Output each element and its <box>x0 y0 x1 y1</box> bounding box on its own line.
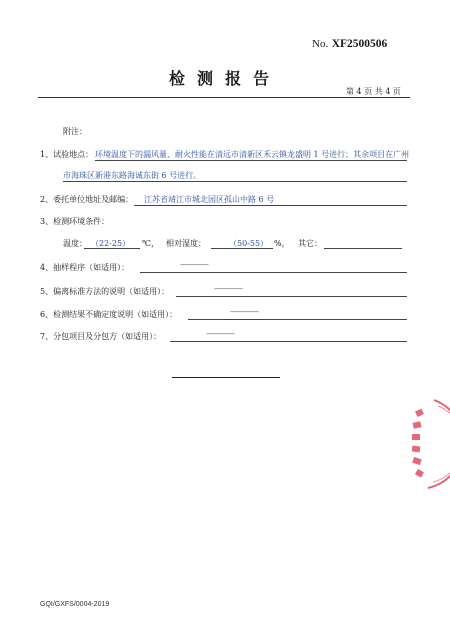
item6-value: ———— <box>230 307 258 316</box>
end-of-content-rule <box>172 377 280 378</box>
item7-label: 7、分包项目及分包方（如适用）： <box>40 332 162 341</box>
item7-underline <box>170 341 407 342</box>
item7-value: ———— <box>206 329 234 338</box>
other-label: 其它： <box>298 239 322 248</box>
temperature-unit: ℃， <box>142 239 159 248</box>
report-number-prefix: No. <box>312 38 329 50</box>
humidity-unit: %， <box>274 239 290 248</box>
item5-underline <box>176 296 407 297</box>
humidity-underline <box>211 248 273 249</box>
header-rule <box>38 97 410 98</box>
item3-label: 3、检测环境条件： <box>40 217 110 226</box>
item6-label: 6、检测结果不确定度说明（如适用）： <box>40 310 178 319</box>
item5-value: ———— <box>214 284 242 293</box>
item4-label: 4、抽样程序（如适用）： <box>40 263 130 272</box>
page-indicator: 第 4 页 共 4 页 <box>346 87 401 96</box>
seal-graphic <box>404 396 450 496</box>
footer-document-code: GQI/GXFS/0004-2019 <box>40 601 110 608</box>
temperature-underline <box>84 248 140 249</box>
report-number <box>312 37 387 50</box>
item1-label: 1、试验地点： <box>40 150 94 159</box>
item1-underline1 <box>95 160 407 161</box>
humidity-label: 相对湿度： <box>166 239 206 248</box>
item1-underline2 <box>63 181 407 182</box>
report-number-value: XF2500506 <box>331 38 388 50</box>
item1-line1: 环境温度下的漏风量、耐火性能在清远市清新区禾云镇龙盛明 1 号进行；其余项目在广州 <box>95 150 410 159</box>
temperature-value: （22-25） <box>91 239 131 248</box>
item2-label: 2、委托单位地址及邮编： <box>40 195 134 204</box>
item2-underline <box>134 205 407 206</box>
document-title: 检测报告 <box>168 69 281 88</box>
item4-value: ———— <box>180 260 208 269</box>
attachment-heading: 附注： <box>63 127 87 136</box>
inspection-seal <box>404 396 450 496</box>
item1-line2: 市海珠区新港东路海诚东街 6 号进行。 <box>63 171 202 180</box>
other-underline <box>324 248 402 249</box>
item2-value: 江苏省靖江市城北园区孤山中路 6 号 <box>144 195 275 204</box>
item4-underline <box>140 272 407 273</box>
humidity-value: （50-55） <box>229 239 269 248</box>
item6-underline <box>188 319 407 320</box>
item5-label: 5、偏离标准方法的说明（如适用）： <box>40 287 170 296</box>
temperature-label: 温度： <box>63 239 87 248</box>
